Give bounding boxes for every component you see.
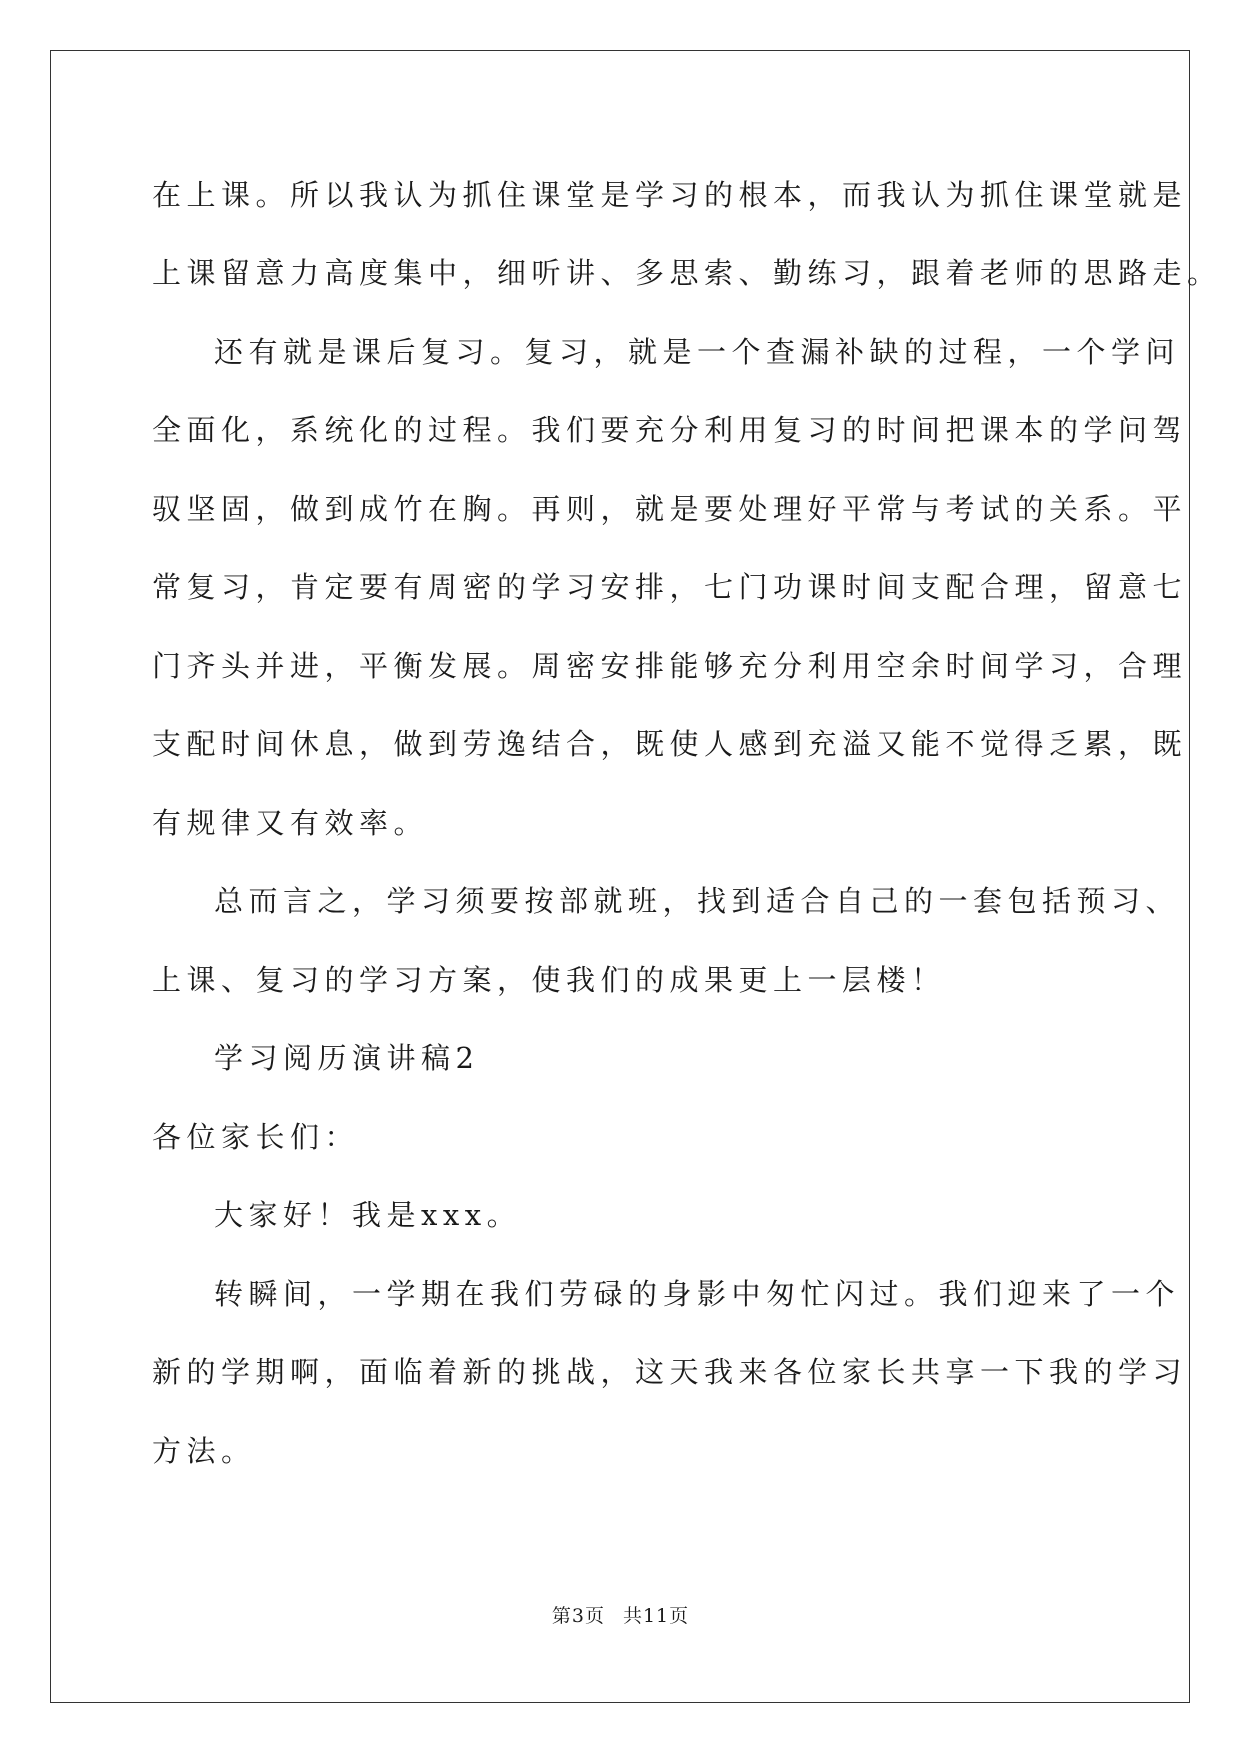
body-line: 驭坚固，做到成竹在胸。再则，就是要处理好平常与考试的关系。平 — [152, 492, 1188, 526]
body-line: 在上课。所以我认为抓住课堂是学习的根本，而我认为抓住课堂就是 — [152, 178, 1188, 212]
body-line: 上课留意力高度集中，细听讲、多思索、勤练习，跟着老师的思路走。 — [152, 256, 1222, 290]
body-line: 门齐头并进，平衡发展。周密安排能够充分利用空余时间学习，合理 — [152, 649, 1188, 683]
body-line: 转瞬间，一学期在我们劳碌的身影中匆忙闪过。我们迎来了一个 — [214, 1277, 1181, 1311]
body-line: 还有就是课后复习。复习，就是一个查漏补缺的过程，一个学问 — [214, 335, 1181, 369]
body-line: 有规律又有效率。 — [152, 806, 429, 840]
page-number: 第3页 — [551, 1605, 605, 1627]
body-line: 新的学期啊，面临着新的挑战，这天我来各位家长共享一下我的学习 — [152, 1355, 1188, 1389]
greeting-line: 大家好！我是xxx。 — [214, 1198, 522, 1232]
salutation: 各位家长们： — [152, 1120, 360, 1154]
body-line: 总而言之，学习须要按部就班，找到适合自己的一套包括预习、 — [214, 884, 1181, 918]
body-line: 常复习，肯定要有周密的学习安排，七门功课时间支配合理，留意七 — [152, 570, 1188, 604]
body-line: 全面化，系统化的过程。我们要充分利用复习的时间把课本的学问驾 — [152, 413, 1188, 447]
section-heading: 学习阅历演讲稿2 — [214, 1041, 480, 1075]
body-line: 方法。 — [152, 1434, 256, 1468]
body-line: 上课、复习的学习方案，使我们的成果更上一层楼！ — [152, 963, 946, 997]
page-total: 共11页 — [622, 1605, 690, 1627]
page-footer — [0, 1604, 1241, 1628]
body-line: 支配时间休息，做到劳逸结合，既使人感到充溢又能不觉得乏累，既 — [152, 727, 1188, 761]
